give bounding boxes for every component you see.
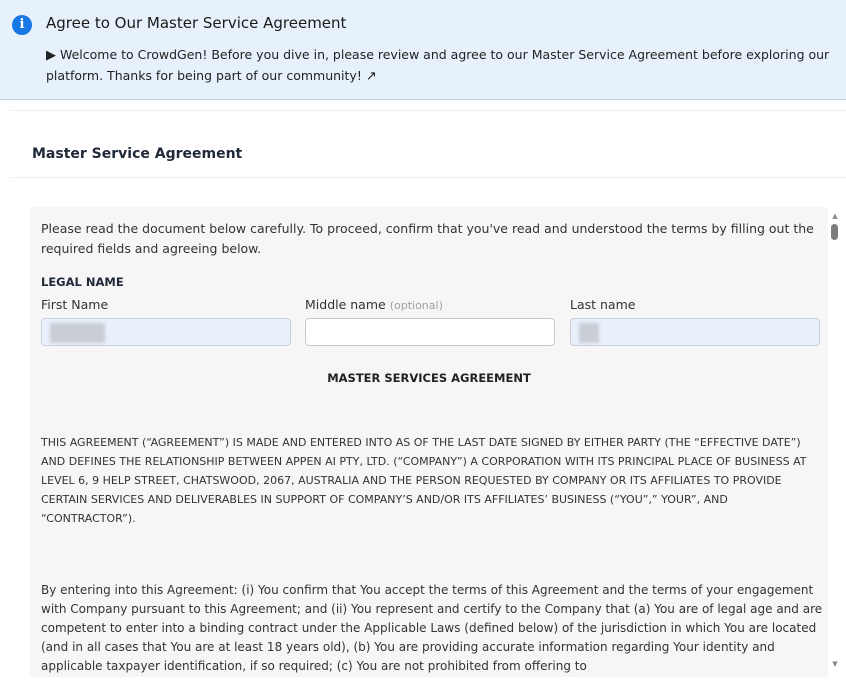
document-intro: Please read the document below carefully. To proceed, confirm that you've read and understood the terms by filling out the required fields and agreeing below.: [41, 221, 814, 256]
scroll-up-arrow-icon[interactable]: ▲: [832, 212, 838, 220]
middle-name-label: [305, 297, 443, 312]
redacted-last-name: [579, 323, 599, 343]
scroll-down-arrow-icon[interactable]: ▼: [832, 660, 838, 668]
middle-name-label-text: Middle name: [305, 297, 386, 312]
section-title: Master Service Agreement: [32, 146, 243, 162]
banner-message-text: Welcome to CrowdGen! Before you dive in, please review and agree to our Master Service Agreement before exploring our platform. Thanks for being part of our community!: [46, 47, 830, 83]
info-banner: [0, 0, 846, 100]
banner-message: [46, 45, 831, 87]
agreement-title: MASTER SERVICES AGREEMENT: [327, 371, 531, 385]
middle-name-field[interactable]: [305, 318, 555, 346]
optional-hint: (optional): [389, 299, 443, 312]
last-name-field[interactable]: [570, 318, 820, 346]
first-name-label: First Name: [41, 297, 109, 312]
last-name-label: Last name: [570, 297, 636, 312]
info-icon: i: [12, 15, 32, 35]
banner-title: Agree to Our Master Service Agreement: [46, 14, 347, 32]
agreement-paragraph-2: By entering into this Agreement: (i) You confirm that You accept the terms of this Agreement and the terms of your engagement with Company pursuant to this Agreement; and (ii) You represent and certify to the Company that (a) You are of legal age and are competent to enter into a binding contract under the Applicable Laws (defined below) of the jurisdiction in which You are located (and in all cases that You are at least 18 years old), (b) You are providing accurate information regarding Your identity and applicable taxpayer identification, if so required; (c) You are not prohibited from offering to: [41, 583, 823, 673]
section-header: [10, 110, 846, 178]
agreement-document[interactable]: [30, 207, 828, 677]
agreement-paragraph-1: THIS AGREEMENT (“AGREEMENT”) IS MADE AND ENTERED INTO AS OF THE LAST DATE SIGNED BY EITHER PARTY (THE “EFFECTIVE DATE”) AND DEFINES THE RELATIONSHIP BETWEEN APPEN AI PTY, LTD. (“COMPANY”) A CORPORATION WITH ITS PRINCIPAL PLACE OF BUSINESS AT LEVEL 6, 9 HELP STREET, CHATSWOOD, 2067, AUSTRALIA AND THE PERSON REQUESTED BY COMPANY OR ITS AFFILIATES TO PROVIDE CERTAIN SERVICES AND DELIVERABLES IN SUPPORT OF COMPANY’S AND/OR ITS AFFILIATES’ BUSINESS (“YOU”,” YOUR”, AND “CONTRACTOR”).: [41, 436, 807, 525]
redacted-first-name: [50, 323, 105, 343]
party-popper-icon: ▶: [46, 48, 56, 63]
document-scrollbar[interactable]: [828, 207, 842, 677]
legal-name-label: LEGAL NAME: [41, 275, 124, 289]
scroll-thumb[interactable]: [831, 224, 838, 240]
rocket-icon: ↗: [365, 69, 377, 84]
